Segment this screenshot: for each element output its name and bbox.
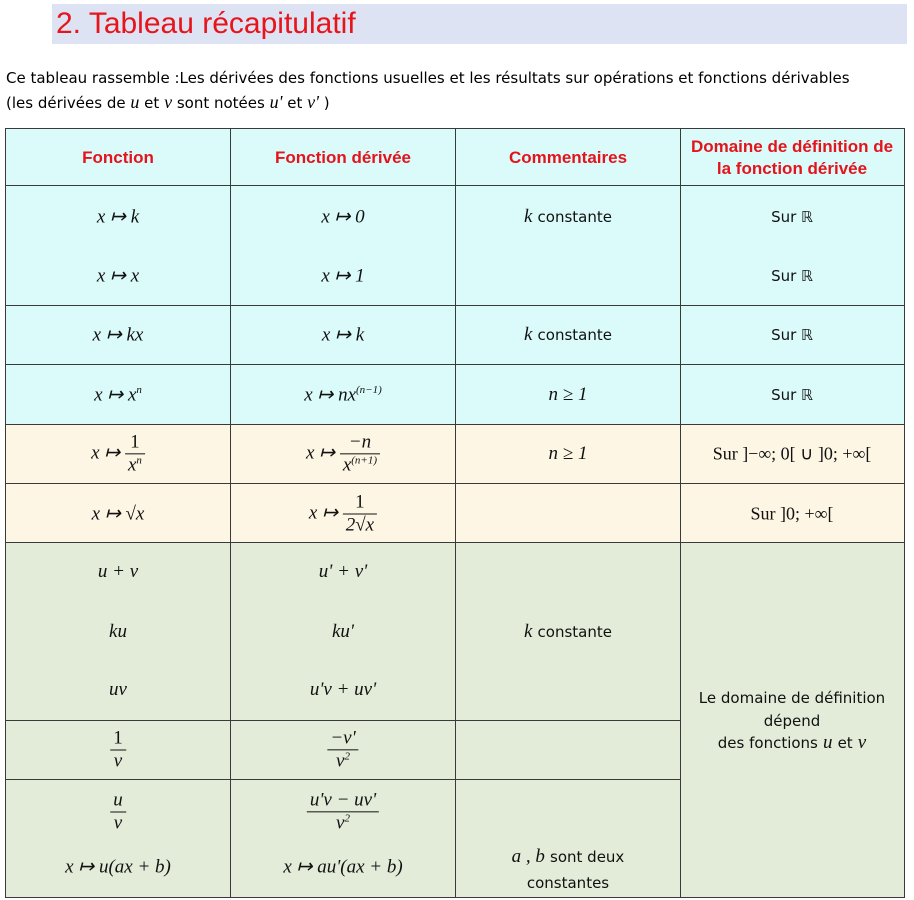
header-comments: Commentaires [508, 148, 628, 167]
comment-constant: k constante [524, 206, 612, 227]
function-scalar: ku [109, 621, 127, 642]
cell [455, 185, 681, 306]
intro-line-1: Ce tableau rassemble :Les dérivées des fonctions usuelles et les résultats sur opérations et fonctions dérivables [6, 69, 850, 87]
function-linear: x ↦ kx [92, 324, 144, 346]
page-title: 2. Tableau récapitulatif [56, 7, 356, 40]
derivative-linear: x ↦ k [321, 324, 365, 346]
function-product: uv [109, 679, 127, 700]
comment-linear: k constante [524, 324, 612, 345]
domain-operations-line2: dépend [763, 712, 821, 730]
derivative-inverse-power: x ↦ $\frac{-n}{x^{(n+1)}}$ [306, 431, 380, 476]
derivative-sqrt: x ↦ $\frac{1}{2√x}$ [309, 492, 377, 537]
function-reciprocal [110, 728, 126, 773]
function-sqrt: x ↦ √x [91, 503, 145, 525]
comment-scalar: k constante [524, 621, 612, 642]
fraction: $\frac{-v'}{v^2}$ [327, 727, 358, 772]
domain-linear: Sur ℝ [771, 326, 813, 344]
intro-text [6, 66, 911, 115]
function-inverse-power: x ↦ $\frac{1}{x^n}$ [91, 431, 145, 476]
cell [680, 185, 905, 306]
comment-composition-line2: constantes [526, 874, 610, 892]
header-function: Fonction [82, 148, 154, 167]
domain-sqrt: Sur ]0; +∞[ [750, 503, 834, 524]
fraction: $\frac{1}{v}$ [110, 728, 126, 773]
cell [230, 185, 456, 306]
function-constant: x ↦ k [96, 206, 140, 228]
function-composition: x ↦ u(ax + b) [65, 856, 171, 878]
fraction: $\frac{-n}{x^{(n+1)}}$ [340, 431, 380, 476]
comment-inverse-power: n ≥ 1 [548, 443, 588, 464]
derivative-reciprocal [327, 727, 358, 772]
cell [455, 720, 681, 780]
header-derivative: Fonction dérivée [274, 148, 412, 167]
derivative-quotient [307, 789, 379, 834]
function-identity: x ↦ x [96, 265, 140, 287]
derivative-composition: x ↦ au'(ax + b) [283, 856, 403, 878]
domain-identity: Sur ℝ [771, 267, 813, 285]
derivative-product: u'v + uv' [309, 679, 377, 700]
derivative-power: x ↦ $nx^{(n-1)}$ [304, 384, 382, 406]
fraction: $\frac{u'v - uv'}{v^2}$ [307, 789, 379, 834]
derivative-constant: x ↦ 0 [321, 206, 365, 228]
cell [5, 185, 231, 306]
domain-inverse-power: Sur ]−∞; 0[ ∪ ]0; +∞[ [712, 443, 872, 464]
fraction: $\frac{1}{2√x}$ [343, 492, 377, 537]
function-sum: u + v [97, 561, 139, 582]
derivatives-table [5, 128, 905, 898]
domain-operations-line3: des fonctions u et v [717, 732, 867, 753]
domain-power: Sur ℝ [771, 386, 813, 404]
fraction: $\frac{1}{x^n}$ [125, 431, 145, 476]
comment-composition-line1: a , b sont deux [511, 846, 625, 867]
intro-line-2: (les dérivées de u et v sont notées u' et v' ) [6, 92, 330, 112]
domain-operations-line1: Le domaine de définition [698, 689, 886, 707]
fraction: $\frac{u}{v}$ [110, 790, 126, 835]
header-domain: Domaine de définition de la fonction dérivée [690, 137, 894, 178]
derivative-identity: x ↦ 1 [321, 265, 365, 287]
function-quotient [110, 790, 126, 835]
derivative-scalar: ku' [332, 621, 354, 642]
function-power: x ↦ $x^n$ [94, 384, 142, 406]
derivative-sum: u' + v' [318, 561, 368, 582]
cell [455, 483, 681, 543]
comment-power: n ≥ 1 [548, 384, 588, 405]
domain-constant: Sur ℝ [771, 208, 813, 226]
